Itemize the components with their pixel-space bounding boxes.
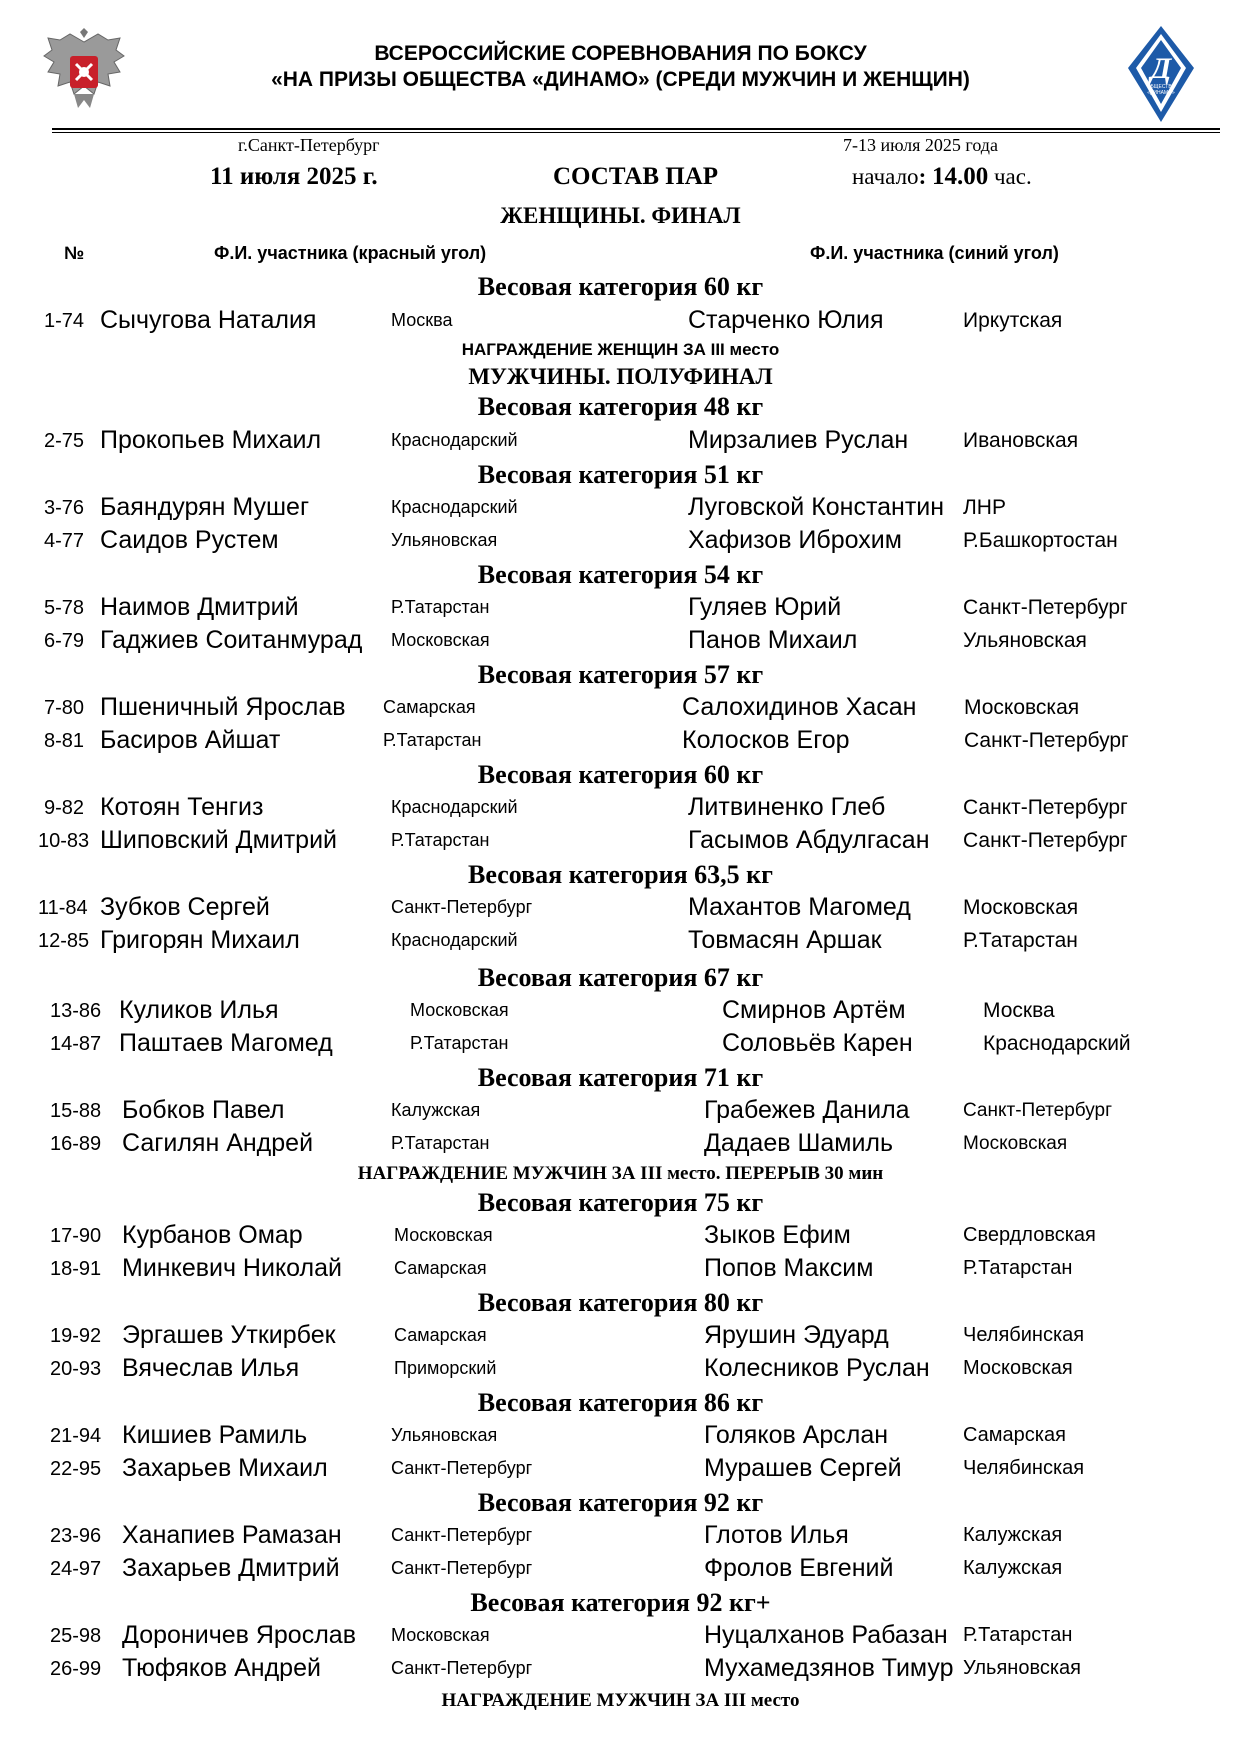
blue-region: Челябинская [963, 1457, 1085, 1479]
red-region: Санкт-Петербург [391, 897, 533, 917]
category-m92: Весовая категория 92 кг [477, 1488, 764, 1517]
bout-row [0, 593, 1241, 627]
svg-text:Д: Д [1150, 52, 1172, 85]
red-fighter: Сагилян Андрей [122, 1129, 314, 1157]
bout-number: 16-89 [50, 1133, 102, 1155]
red-region: Ульяновская [391, 530, 498, 550]
blue-fighter: Ярушин Эдуард [704, 1321, 889, 1349]
red-fighter: Паштаев Магомед [119, 1029, 333, 1057]
category-m75: Весовая категория 75 кг [477, 1188, 764, 1217]
red-fighter: Тюфяков Андрей [122, 1654, 321, 1682]
document-title-line1: ВСЕРОССИЙСКИЕ СОРЕВНОВАНИЯ ПО БОКСУ [374, 42, 867, 65]
blue-fighter: Колесников Руслан [704, 1354, 930, 1382]
bout-number: 12-85 [38, 930, 90, 952]
blue-region: ЛНР [963, 496, 1006, 519]
bout-number: 5-78 [44, 597, 85, 619]
bout-number: 10-83 [38, 830, 90, 852]
blue-fighter: Колосков Егор [682, 726, 850, 754]
blue-fighter: Панов Михаил [688, 626, 858, 654]
document-title-line2: «НА ПРИЗЫ ОБЩЕСТВА «ДИНАМО» (СРЕДИ МУЖЧИН И ЖЕНЩИН) [271, 68, 970, 91]
column-red: Ф.И. участника (красный угол) [214, 243, 487, 263]
column-blue: Ф.И. участника (синий угол) [810, 243, 1059, 263]
blue-fighter: Гуляев Юрий [688, 593, 842, 621]
category-m86: Весовая категория 86 кг [477, 1388, 764, 1417]
note-men-award: НАГРАЖДЕНИЕ МУЖЧИН ЗА III место [441, 1690, 800, 1711]
red-fighter: Дороничев Ярослав [122, 1621, 356, 1649]
blue-region: Санкт-Петербург [963, 796, 1128, 819]
red-fighter: Эргашев Уткирбек [122, 1321, 336, 1349]
red-region: Московская [410, 1000, 509, 1020]
section-women-final: ЖЕНЩИНЫ. ФИНАЛ [500, 203, 741, 228]
blue-fighter: Мирзалиев Руслан [688, 426, 909, 454]
category-m48: Весовая категория 48 кг [477, 392, 764, 421]
red-region: Р.Татарстан [410, 1033, 509, 1053]
blue-fighter: Зыков Ефим [704, 1221, 851, 1249]
blue-region: Московская [964, 696, 1080, 719]
bout-number: 4-77 [44, 530, 85, 552]
blue-region: Калужская [963, 1557, 1063, 1579]
bout-row [0, 426, 1241, 460]
blue-fighter: Дадаев Шамиль [704, 1129, 894, 1157]
bout-number: 23-96 [50, 1525, 102, 1547]
red-fighter: Котоян Тенгиз [100, 793, 264, 821]
blue-region: Краснодарский [983, 1032, 1131, 1055]
blue-region: Санкт-Петербург [963, 1100, 1113, 1121]
bout-row [0, 726, 1241, 760]
red-fighter: Бобков Павел [122, 1096, 285, 1124]
bout-row [0, 1129, 1241, 1163]
bout-number: 26-99 [50, 1658, 102, 1680]
blue-region: Калужская [963, 1524, 1063, 1546]
bout-number: 7-80 [44, 697, 85, 719]
blue-fighter: Мухамедзянов Тимур [704, 1654, 954, 1682]
bout-day: 11 июля 2025 г. [210, 163, 378, 190]
blue-region: Санкт-Петербург [964, 729, 1129, 752]
red-region: Краснодарский [391, 430, 518, 450]
bout-number: 1-74 [44, 310, 85, 332]
blue-region: Санкт-Петербург [963, 829, 1128, 852]
start-time: 14.00 [931, 163, 989, 190]
blue-region: Московская [963, 1133, 1068, 1154]
bout-number: 22-95 [50, 1458, 102, 1480]
blue-region: Р.Башкортостан [963, 529, 1118, 552]
bout-number: 21-94 [50, 1425, 102, 1447]
category-m54: Весовая категория 54 кг [477, 560, 764, 589]
note-women-award: НАГРАЖДЕНИЕ ЖЕНЩИН ЗА III место [461, 340, 780, 359]
bout-number: 14-87 [50, 1033, 102, 1055]
red-region: Самарская [383, 697, 476, 717]
red-region: Калужская [391, 1100, 481, 1120]
bout-number: 24-97 [50, 1558, 102, 1580]
blue-fighter: Голяков Арслан [704, 1421, 889, 1449]
section-men-semifinal: МУЖЧИНЫ. ПОЛУФИНАЛ [468, 364, 773, 389]
bout-row [0, 1454, 1241, 1488]
blue-fighter: Товмасян Аршак [688, 926, 882, 954]
red-region: Московская [391, 1625, 490, 1645]
bout-number: 18-91 [50, 1258, 102, 1280]
bout-number: 2-75 [44, 430, 85, 452]
start-label: начало [852, 164, 919, 189]
bout-number: 8-81 [44, 730, 85, 752]
blue-fighter: Старченко Юлия [688, 306, 884, 334]
red-region: Р.Татарстан [391, 1133, 490, 1153]
red-region: Ульяновская [391, 1425, 498, 1445]
bout-number: 11-84 [38, 897, 88, 919]
red-region: Краснодарский [391, 797, 518, 817]
red-region: Санкт-Петербург [391, 1525, 533, 1545]
bout-row [0, 1321, 1241, 1355]
red-region: Санкт-Петербург [391, 1458, 533, 1478]
red-fighter: Ханапиев Рамазан [122, 1521, 342, 1549]
red-region: Приморский [394, 1358, 497, 1378]
category-m71: Весовая категория 71 кг [477, 1063, 764, 1092]
category-m67: Весовая категория 67 кг [477, 963, 764, 992]
category-m60: Весовая категория 60 кг [477, 760, 764, 789]
blue-fighter: Фролов Евгений [704, 1554, 894, 1582]
start-time-block [852, 163, 1032, 191]
bout-row [0, 826, 1241, 860]
red-fighter: Курбанов Омар [122, 1221, 303, 1249]
red-region: Краснодарский [391, 497, 518, 517]
blue-fighter: Глотов Илья [704, 1521, 849, 1549]
red-fighter: Баяндурян Мушег [100, 493, 310, 521]
blue-region: Самарская [963, 1424, 1066, 1446]
bout-number: 6-79 [44, 630, 85, 652]
red-fighter: Прокопьев Михаил [100, 426, 322, 454]
start-colon: : [918, 164, 927, 189]
bout-row [0, 526, 1241, 560]
blue-fighter: Грабежев Данила [704, 1096, 910, 1124]
blue-fighter: Попов Максим [704, 1254, 874, 1282]
bout-number: 20-93 [50, 1358, 102, 1380]
blue-region: Ульяновская [963, 1657, 1081, 1679]
blue-region: Москва [983, 999, 1055, 1022]
header-divider-thin [52, 132, 1220, 133]
bout-number: 3-76 [44, 497, 85, 519]
bout-row [0, 1654, 1241, 1688]
blue-fighter: Гасымов Абдулгасан [688, 826, 930, 854]
bout-number: 17-90 [50, 1225, 102, 1247]
blue-region: Ивановская [963, 429, 1079, 452]
doc-title: СОСТАВ ПАР [553, 163, 719, 190]
blue-fighter: Луговской Константин [688, 493, 945, 521]
red-fighter: Вячеслав Илья [122, 1354, 300, 1382]
category-m63-5: Весовая категория 63,5 кг [468, 860, 773, 889]
bout-row [0, 306, 1241, 340]
column-num: № [64, 243, 85, 263]
red-fighter: Минкевич Николай [122, 1254, 342, 1282]
bout-row [0, 793, 1241, 827]
red-fighter: Басиров Айшат [100, 726, 281, 754]
blue-region: Р.Татарстан [963, 1257, 1073, 1279]
bout-row [0, 693, 1241, 727]
red-fighter: Куликов Илья [119, 996, 279, 1024]
red-region: Московская [394, 1225, 493, 1245]
blue-fighter: Нуцалханов Рабазан [704, 1621, 948, 1649]
red-fighter: Григорян Михаил [100, 926, 300, 954]
blue-region: Московская [963, 896, 1079, 919]
red-fighter: Зубков Сергей [100, 893, 270, 921]
red-fighter: Гаджиев Соитанмурад [100, 626, 363, 654]
bout-row [0, 493, 1241, 527]
red-fighter: Захарьев Дмитрий [122, 1554, 340, 1582]
bout-row [0, 626, 1241, 660]
dynamo-logo-text: ОБЩЕСТВО «ДИНАМО» [1146, 84, 1176, 96]
event-city: г.Санкт-Петербург [238, 135, 380, 155]
bout-row [0, 926, 1241, 960]
bout-row [0, 996, 1241, 1030]
blue-region: Московская [963, 1357, 1073, 1379]
blue-fighter: Хафизов Иброхим [688, 526, 902, 554]
category-m51: Весовая категория 51 кг [477, 460, 764, 489]
blue-region: Р.Татарстан [963, 1624, 1073, 1646]
red-fighter: Наимов Дмитрий [100, 593, 299, 621]
blue-region: Р.Татарстан [963, 929, 1078, 952]
category-m92-plus: Весовая категория 92 кг+ [470, 1588, 771, 1617]
bout-row [0, 1029, 1241, 1063]
blue-region: Челябинская [963, 1324, 1085, 1346]
red-fighter: Шиповский Дмитрий [100, 826, 337, 854]
blue-fighter: Салохидинов Хасан [682, 693, 917, 721]
blue-region: Санкт-Петербург [963, 596, 1128, 619]
bout-row [0, 1221, 1241, 1255]
start-unit: час. [993, 164, 1032, 189]
red-region: Краснодарский [391, 930, 518, 950]
bout-row [0, 1254, 1241, 1288]
bout-row [0, 1521, 1241, 1555]
category-m80: Весовая категория 80 кг [477, 1288, 764, 1317]
blue-fighter: Смирнов Артём [722, 996, 906, 1024]
blue-fighter: Махантов Магомед [688, 893, 911, 921]
red-fighter: Сычугова Наталия [100, 306, 317, 334]
bout-number: 9-82 [44, 797, 85, 819]
header-divider [52, 128, 1220, 130]
bout-row [0, 1554, 1241, 1588]
bout-number: 15-88 [50, 1100, 102, 1122]
bout-number: 13-86 [50, 1000, 102, 1022]
blue-fighter: Литвиненко Глеб [688, 793, 886, 821]
bout-row [0, 1096, 1241, 1130]
bout-row [0, 1621, 1241, 1655]
red-region: Москва [391, 310, 453, 330]
bout-number: 19-92 [50, 1325, 102, 1347]
bout-row [0, 1354, 1241, 1388]
red-fighter: Пшеничный Ярослав [100, 693, 346, 721]
note-men-award-break: НАГРАЖДЕНИЕ МУЖЧИН ЗА III место. ПЕРЕРЫВ 30 мин [357, 1163, 884, 1184]
red-region: Самарская [394, 1325, 487, 1345]
blue-fighter: Мурашев Сергей [704, 1454, 902, 1482]
blue-region: Ульяновская [963, 629, 1087, 652]
event-dates: 7-13 июля 2025 года [843, 135, 998, 155]
red-region: Санкт-Петербург [391, 1558, 533, 1578]
blue-region: Свердловская [963, 1224, 1096, 1246]
bout-row [0, 1421, 1241, 1455]
red-region: Р.Татарстан [383, 730, 482, 750]
category-w60: Весовая категория 60 кг [477, 272, 764, 301]
red-region: Р.Татарстан [391, 597, 490, 617]
red-fighter: Захарьев Михаил [122, 1454, 328, 1482]
red-fighter: Саидов Рустем [100, 526, 279, 554]
category-m57: Весовая категория 57 кг [477, 660, 764, 689]
red-region: Московская [391, 630, 490, 650]
red-region: Санкт-Петербург [391, 1658, 533, 1678]
bout-number: 25-98 [50, 1625, 102, 1647]
red-region: Р.Татарстан [391, 830, 490, 850]
red-region: Самарская [394, 1258, 487, 1278]
bout-row [0, 893, 1241, 927]
blue-fighter: Соловьёв Карен [722, 1029, 913, 1057]
blue-region: Иркутская [963, 309, 1063, 332]
red-fighter: Кишиев Рамиль [122, 1421, 308, 1449]
